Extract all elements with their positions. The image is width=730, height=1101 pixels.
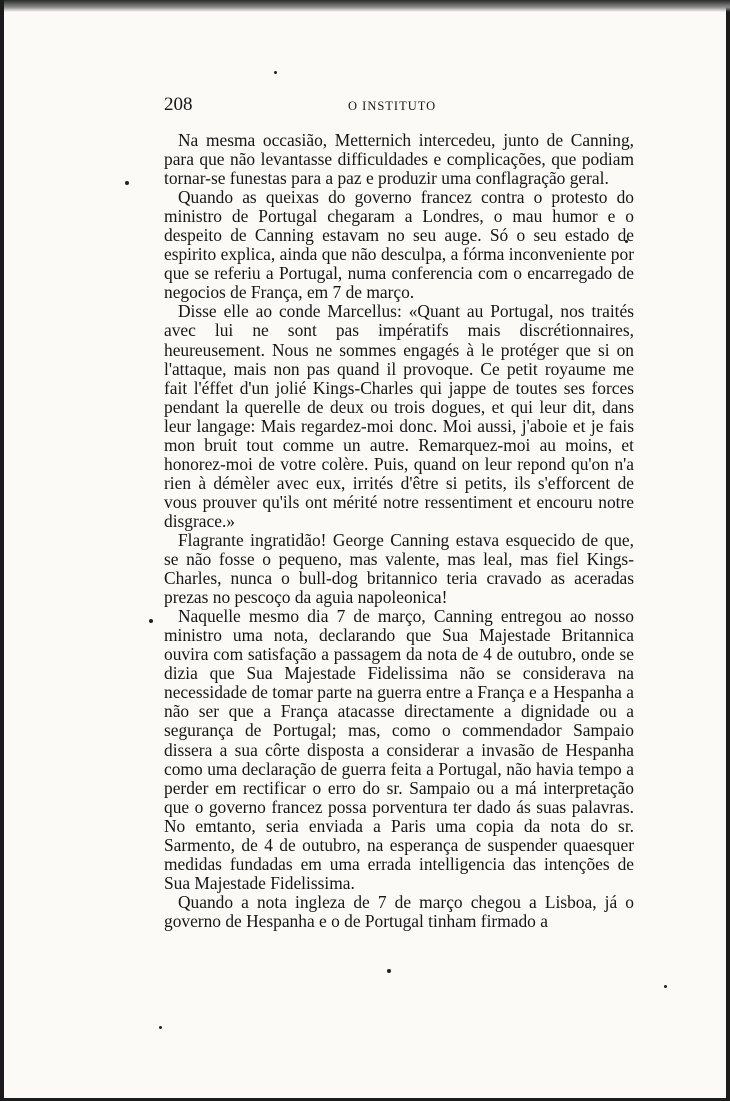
running-title: O INSTITUTO [348,99,437,113]
scan-speck [387,969,391,973]
scan-speck [125,181,129,185]
scan-speck [274,71,277,74]
body-text [164,131,634,931]
scan-speck [159,1026,162,1029]
page-number: 208 [164,94,193,115]
paragraph: Disse elle ao conde Marcellus: «Quant au Portugal, nos traités avec lui ne sont pas impératifs mais discrétionnaires, heureusement. Nous ne sommes engagés à le protéger que si on l'attaque, mais non pas quand il provoque. Ce petit royaume me fait l'éffet d'un jolié Kings-Charles qui jappe de toutes ses forces pendant la querelle de deux ou trois dogues, et qui leur dit, dans leur langage: Mais regardez-moi donc. Moi aussi, j'aboie et je fais mon bruit tout comme un autre. Remarquez-moi au moins, et honorez-moi de votre colère. Puis, quand on leur repond qu'on n'a rien à démèler avec eux, irrités d'être si petits, ils s'efforcent de vous prouver qu'ils ont mérité notre ressentiment et encouru notre disgrace.» [164,301,634,531]
scan-speck [149,619,153,623]
scan-top-shadow [4,0,730,12]
page-header [164,94,634,118]
paragraph: Quando as queixas do governo francez contra o protesto do ministro de Portugal chegaram a Londres, o mau humor e o despeito de Canning estavam no seu auge. Só o seu estado de espirito explica, ainda que não desculpa, a fórma inconveniente por que se referiu a Portugal, numa conferencia com o encarregado de negocios de França, em 7 de março. [164,187,634,303]
paragraph: Na mesma occasião, Metternich intercedeu, junto de Canning, para que não levantasse difficuldades e complicações, que podiam tornar-se funestas para a paz e produzir uma conflagração geral. [164,130,634,189]
paragraph: Quando a nota ingleza de 7 de março chegou a Lisboa, já o governo de Hespanha e o de Portugal tinham firmado a [164,891,634,931]
paragraph: Naquelle mesmo dia 7 de março, Canning entregou ao nosso ministro uma nota, declarando que Sua Majestade Britannica ouvira com satisfação a passagem da nota de 4 de outubro, onde se dizia que Sua Majestade Fidelissima não se considerava na necessidade de tomar parte na guerra entre a França e a Hespanha a não ser que a França atacasse directamente a dignidade ou a segurança de Portugal; mas, como o commendador Sampaio dissera a sua côrte disposta a considerar a invasão de Hespanha como uma declaração de guerra feita a Portugal, não havia tempo a perder em rectificar o erro do sr. Sampaio ou a má interpretação que o governo francez possa porventura ter dado ás suas palavras. No emtanto, seria enviada a Paris uma copia da nota do sr. Sarmento, de 4 de outubro, na esperança de suspender quaesquer medidas fundadas em uma errada intelligencia das intenções de Sua Majestade Fidelissima. [164,606,634,893]
scan-speck [664,985,667,988]
paragraph: Flagrante ingratidão! George Canning estava esquecido de que, se não fosse o pequeno, mas valente, mas leal, mas fiel Kings-Charles, nunca o bull-dog britannico teria cravado as aceradas prezas no pescoço da aguia napoleonica! [164,529,634,608]
